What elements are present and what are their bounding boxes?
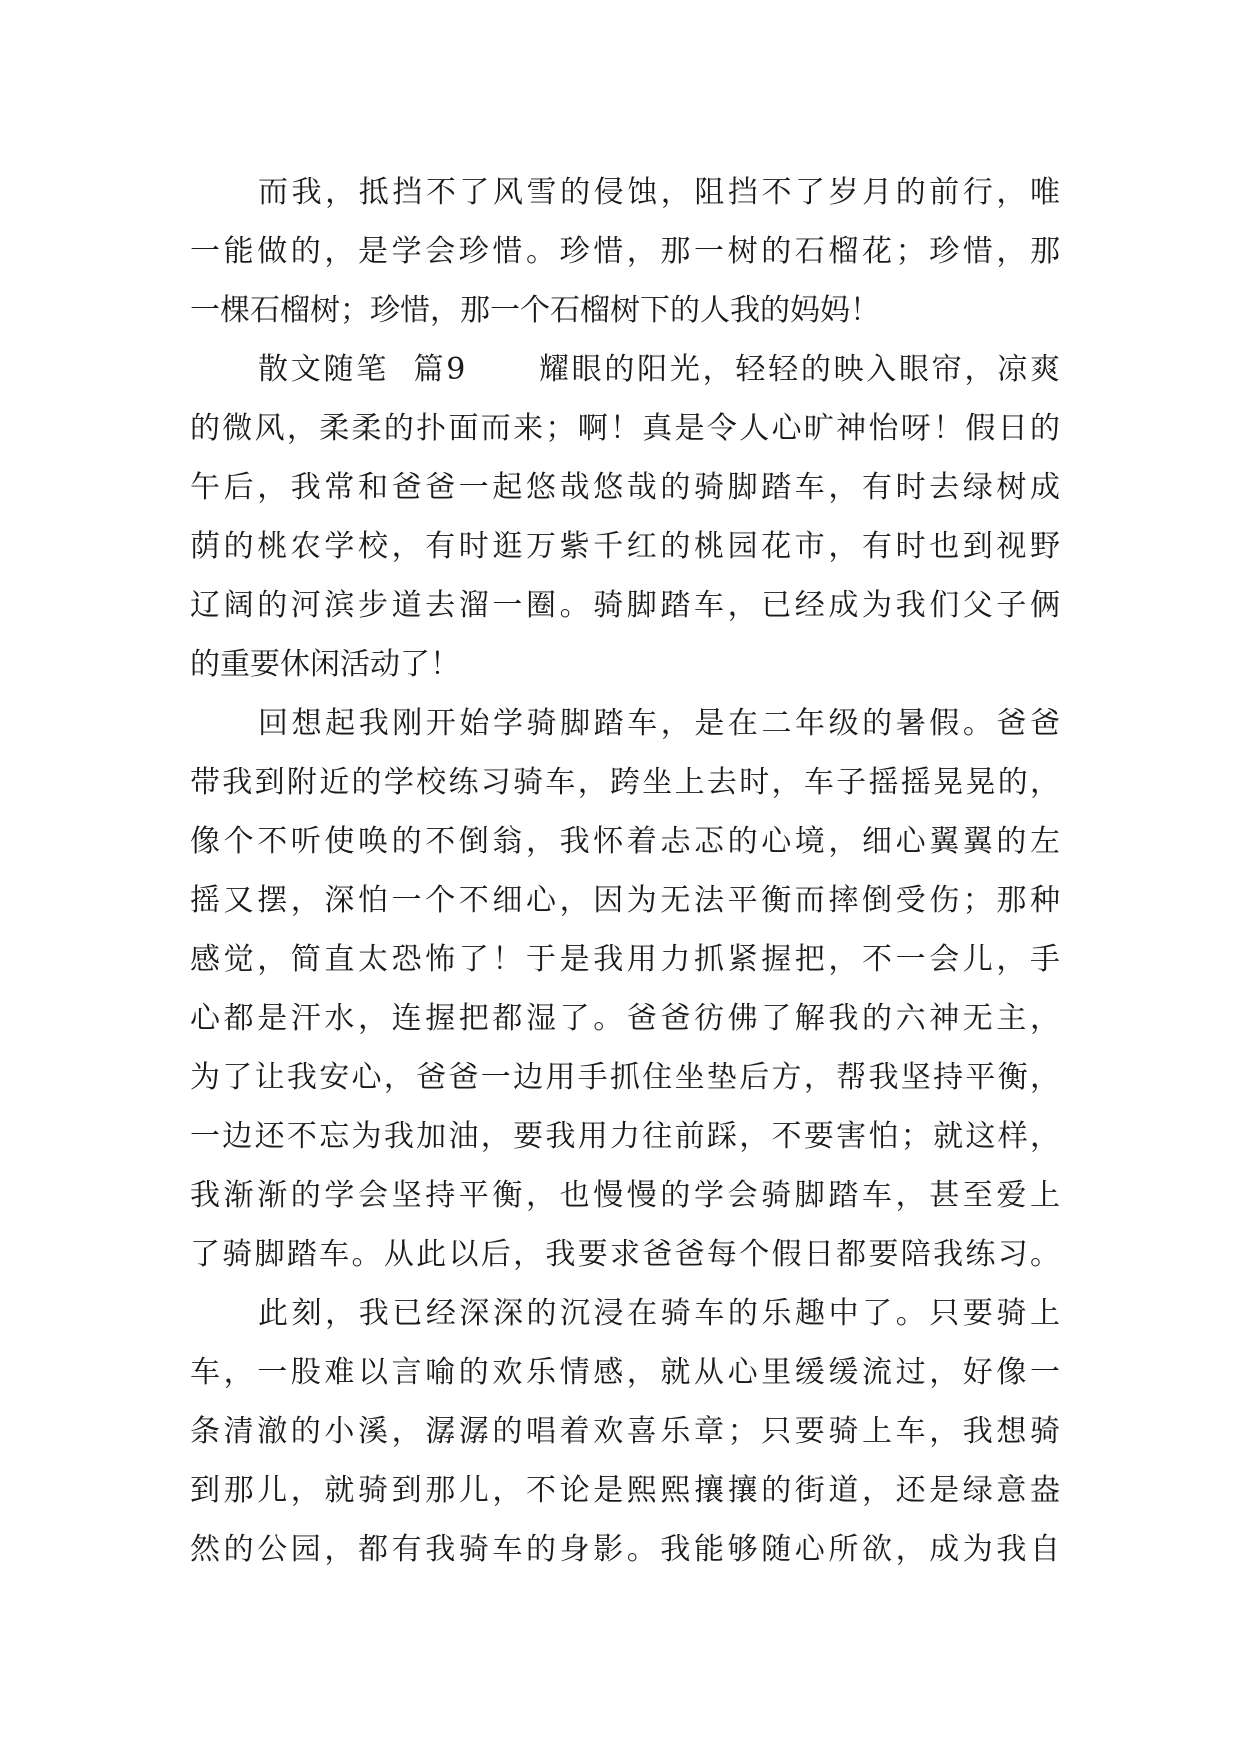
text-line: 辽阔的河滨步道去溜一圈。骑脚踏车，已经成为我们父子俩 xyxy=(190,588,1060,623)
text-line: 一能做的，是学会珍惜。珍惜，那一树的石榴花；珍惜，那 xyxy=(190,234,1060,269)
text-line: 我渐渐的学会坚持平衡，也慢慢的学会骑脚踏车，甚至爱上 xyxy=(190,1178,1060,1213)
text-line: 而我，抵挡不了风雪的侵蚀，阻挡不了岁月的前行，唯 xyxy=(258,175,1060,210)
text-line: 此刻，我已经深深的沉浸在骑车的乐趣中了。只要骑上 xyxy=(258,1296,1060,1331)
text-line: 的重要休闲活动了！ xyxy=(190,647,460,682)
text-line: 了骑脚踏车。从此以后，我要求爸爸每个假日都要陪我练习。 xyxy=(190,1237,1060,1272)
text-line: 车，一股难以言喻的欢乐情感，就从心里缓缓流过，好像一 xyxy=(190,1355,1060,1390)
text-line: 感觉，简直太恐怖了！于是我用力抓紧握把，不一会儿，手 xyxy=(190,942,1060,977)
text-line: 散文随笔 篇9 耀眼的阳光，轻轻的映入眼帘，凉爽 xyxy=(258,352,1060,387)
text-line: 为了让我安心，爸爸一边用手抓住坐垫后方，帮我坚持平衡， xyxy=(190,1060,1060,1095)
text-line: 像个不听使唤的不倒翁，我怀着忐忑的心境，细心翼翼的左 xyxy=(190,824,1060,859)
text-line: 一棵石榴树；珍惜，那一个石榴树下的人我的妈妈！ xyxy=(190,293,880,328)
text-line: 心都是汗水，连握把都湿了。爸爸彷佛了解我的六神无主， xyxy=(190,1001,1060,1036)
text-line: 荫的桃农学校，有时逛万紫千红的桃园花市，有时也到视野 xyxy=(190,529,1060,564)
text-line: 午后，我常和爸爸一起悠哉悠哉的骑脚踏车，有时去绿树成 xyxy=(190,470,1060,505)
body-text xyxy=(190,163,1060,1579)
text-line: 一边还不忘为我加油，要我用力往前踩，不要害怕；就这样， xyxy=(190,1119,1060,1154)
text-line: 带我到附近的学校练习骑车，跨坐上去时，车子摇摇晃晃的， xyxy=(190,765,1060,800)
text-line: 到那儿，就骑到那儿，不论是熙熙攘攘的街道，还是绿意盎 xyxy=(190,1473,1060,1508)
text-line: 摇又摆，深怕一个不细心，因为无法平衡而摔倒受伤；那种 xyxy=(190,883,1060,918)
text-line: 条清澈的小溪，潺潺的唱着欢喜乐章；只要骑上车，我想骑 xyxy=(190,1414,1060,1449)
text-line: 然的公园，都有我骑车的身影。我能够随心所欲，成为我自 xyxy=(190,1532,1060,1567)
text-line: 的微风，柔柔的扑面而来；啊！真是令人心旷神怡呀！假日的 xyxy=(190,411,1060,446)
text-line: 回想起我刚开始学骑脚踏车，是在二年级的暑假。爸爸 xyxy=(258,706,1060,741)
